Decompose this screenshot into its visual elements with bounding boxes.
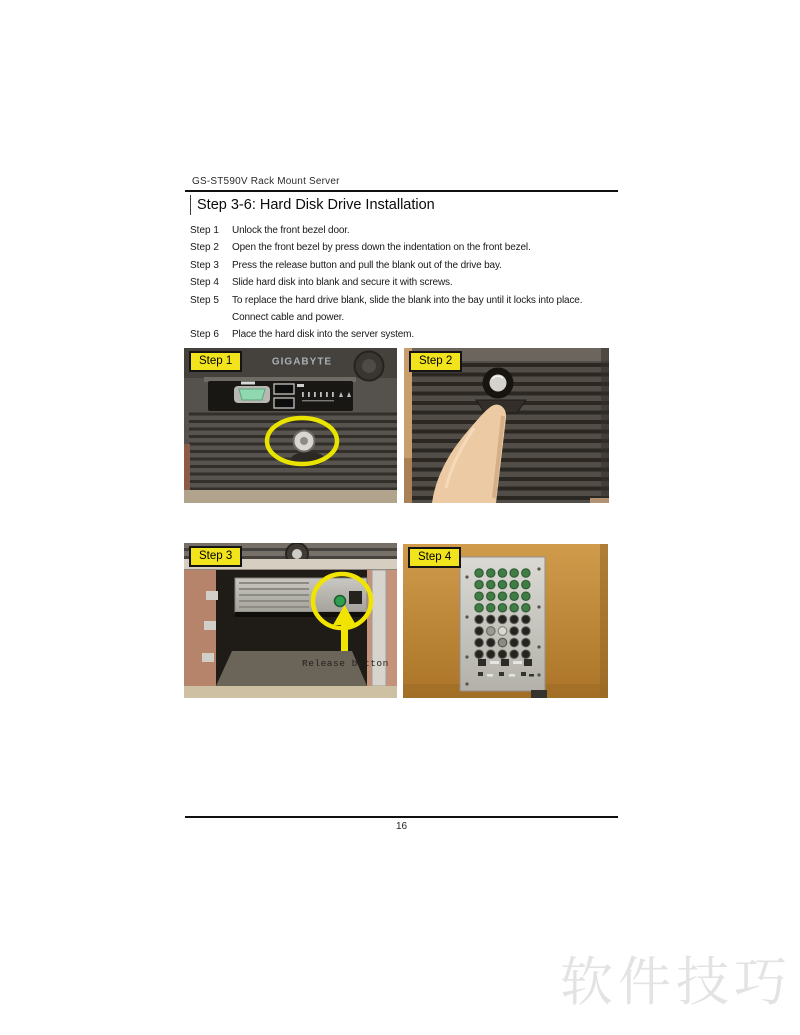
step-row [190, 326, 618, 343]
step-number: Step 6 [190, 329, 219, 341]
step-instruction: Open the front bezel by press down the indentation on the front bezel. [232, 242, 531, 254]
io-panel [204, 377, 356, 411]
step-badge: Step 1 [189, 351, 242, 372]
lock-icon [483, 368, 514, 399]
step-row [190, 292, 618, 327]
page-title: Step 3-6: Hard Disk Drive Installation [190, 195, 435, 215]
release-button-label: Release button [302, 658, 389, 669]
photo-step2-press-indentation [404, 348, 609, 503]
step-badge: Step 3 [189, 546, 242, 567]
vga-port [234, 386, 270, 403]
step-row [190, 222, 618, 239]
tray-tab [531, 690, 547, 698]
step-number: Step 1 [190, 225, 219, 236]
lock-icon [294, 431, 315, 452]
photo-step1-server-front [184, 348, 397, 503]
step-instruction: Slide hard disk into blank and secure it with screws. [232, 277, 453, 289]
hole-grid [474, 567, 533, 660]
step-number: Step 4 [190, 277, 219, 289]
step-number: Step 3 [190, 259, 219, 271]
gigabyte-logo: GIGABYTE [271, 356, 333, 368]
page-number: 16 [395, 821, 408, 832]
step-instruction: To replace the hard drive blank, slide the blank into the bay until it locks into place. Connect cable and power. [232, 294, 583, 324]
footer-rule [185, 816, 618, 818]
step-number: Step 2 [190, 242, 219, 254]
step-instruction: Place the hard disk into the server system. [232, 329, 414, 341]
step-row [190, 239, 618, 256]
step-number: Step 5 [190, 294, 219, 306]
bezel-knob [355, 352, 384, 381]
step-list [190, 222, 618, 344]
step-row [190, 257, 618, 274]
photo-step3-release-button [184, 543, 397, 698]
release-button [335, 596, 346, 607]
step-badge: Step 2 [409, 351, 462, 372]
running-header: GS-ST590V Rack Mount Server [192, 176, 340, 187]
watermark: 软件技巧 [560, 953, 792, 1012]
step-instruction: Press the release button and pull the blank out of the drive bay. [232, 259, 502, 271]
photo-step4-hdd-blank [403, 544, 608, 698]
header-rule [185, 190, 618, 192]
step-instruction: Unlock the front bezel door. [232, 225, 350, 236]
step-badge: Step 4 [408, 547, 461, 568]
step-row [190, 274, 618, 291]
